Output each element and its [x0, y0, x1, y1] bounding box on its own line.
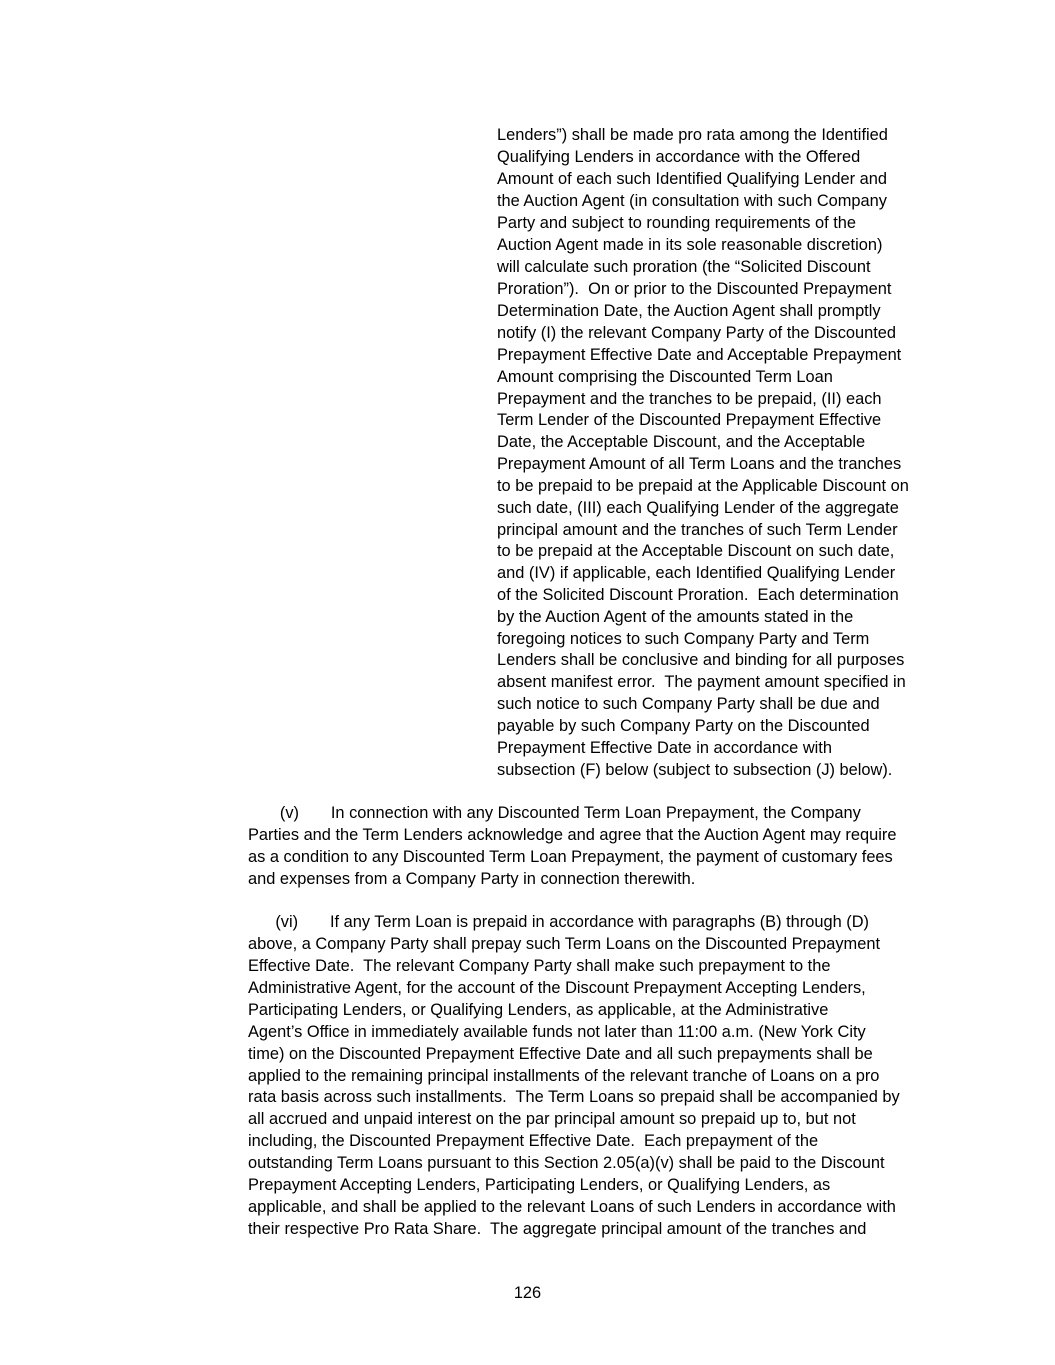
text-line: Lenders”) shall be made pro rata among the Identified	[497, 126, 888, 144]
text-line: and (IV) if applicable, each Identified Qualifying Lender	[497, 564, 896, 582]
text-line: Prepayment Amount of all Term Loans and the tranches	[497, 455, 902, 473]
text-line: including, the Discounted Prepayment Effective Date. Each prepayment of the	[248, 1132, 819, 1150]
text-line: Determination Date, the Auction Agent shall promptly	[497, 302, 881, 320]
text-line: by the Auction Agent of the amounts stated in the	[497, 608, 854, 626]
text-line: notify (I) the relevant Company Party of the Discounted	[497, 324, 897, 342]
text-line: rata basis across such installments. The Term Loans so prepaid shall be accompanied by	[248, 1088, 900, 1106]
text-line: subsection (F) below (subject to subsection (J) below).	[497, 761, 893, 779]
text-line: foregoing notices to such Company Party and Term	[497, 630, 870, 648]
text-line: the Auction Agent (in consultation with such Company	[497, 192, 887, 210]
text-line: to be prepaid at the Acceptable Discount on such date,	[497, 542, 895, 560]
text-line: will calculate such proration (the “Solicited Discount	[497, 258, 871, 276]
text-line: Administrative Agent, for the account of the Discount Prepayment Accepting Lenders,	[248, 979, 866, 997]
text-line: applicable, and shall be applied to the relevant Loans of such Lenders in accordance with	[248, 1198, 896, 1216]
text-line: Agent’s Office in immediately available funds not later than 11:00 a.m. (New York City	[248, 1023, 866, 1041]
text-line: Prepayment Effective Date and Acceptable Prepayment	[497, 346, 902, 364]
text-line: Auction Agent made in its sole reasonable discretion)	[497, 236, 883, 254]
text-line: Prepayment Accepting Lenders, Participating Lenders, or Qualifying Lenders, as	[248, 1176, 831, 1194]
text-line: all accrued and unpaid interest on the par principal amount so prepaid up to, but not	[248, 1110, 856, 1128]
text-line: payable by such Company Party on the Discounted	[497, 717, 870, 735]
text-line: time) on the Discounted Prepayment Effective Date and all such prepayments shall be	[248, 1045, 873, 1063]
text-line: principal amount and the tranches of such Term Lender	[497, 521, 898, 539]
text-line: Parties and the Term Lenders acknowledge and agree that the Auction Agent may require	[248, 826, 897, 844]
text-line: Date, the Acceptable Discount, and the Acceptable	[497, 433, 866, 451]
text-line: Qualifying Lenders in accordance with the Offered	[497, 148, 861, 166]
text-line: and expenses from a Company Party in connection therewith.	[248, 870, 696, 888]
text-line: Amount of each such Identified Qualifying Lender and	[497, 170, 887, 188]
text-line: absent manifest error. The payment amount specified in	[497, 673, 906, 691]
text-line: their respective Pro Rata Share. The aggregate principal amount of the tranches and	[248, 1220, 867, 1238]
text-line: Amount comprising the Discounted Term Loan	[497, 368, 833, 386]
text-line: Prepayment and the tranches to be prepaid, (II) each	[497, 390, 882, 408]
text-line: Term Lender of the Discounted Prepayment Effective	[497, 411, 882, 429]
text-line: to be prepaid to be prepaid at the Applicable Discount on	[497, 477, 909, 495]
text-line: applied to the remaining principal installments of the relevant tranche of Loans on a pro	[248, 1067, 880, 1085]
text-line: such date, (III) each Qualifying Lender of the aggregate	[497, 499, 899, 517]
text-line: Lenders shall be conclusive and binding for all purposes	[497, 651, 905, 669]
text-line: (vi) If any Term Loan is prepaid in accordance with paragraphs (B) through (D)	[248, 913, 869, 931]
text-line: of the Solicited Discount Proration. Each determination	[497, 586, 899, 604]
text-line: as a condition to any Discounted Term Loan Prepayment, the payment of customary fees	[248, 848, 893, 866]
text-line: Prepayment Effective Date in accordance with	[497, 739, 832, 757]
text-line: Participating Lenders, or Qualifying Lenders, as applicable, at the Administrative	[248, 1001, 829, 1019]
text-line: such notice to such Company Party shall be due and	[497, 695, 880, 713]
text-line: outstanding Term Loans pursuant to this Section 2.05(a)(v) shall be paid to the Discount	[248, 1154, 885, 1172]
text-line: Proration”). On or prior to the Discounted Prepayment	[497, 280, 892, 298]
page-number: 126	[513, 1284, 542, 1302]
text-line: (v) In connection with any Discounted Term Loan Prepayment, the Company	[248, 804, 861, 822]
text-line: above, a Company Party shall prepay such Term Loans on the Discounted Prepayment	[248, 935, 880, 953]
text-line: Effective Date. The relevant Company Party shall make such prepayment to the	[248, 957, 831, 975]
text-line: Party and subject to rounding requirements of the	[497, 214, 856, 232]
